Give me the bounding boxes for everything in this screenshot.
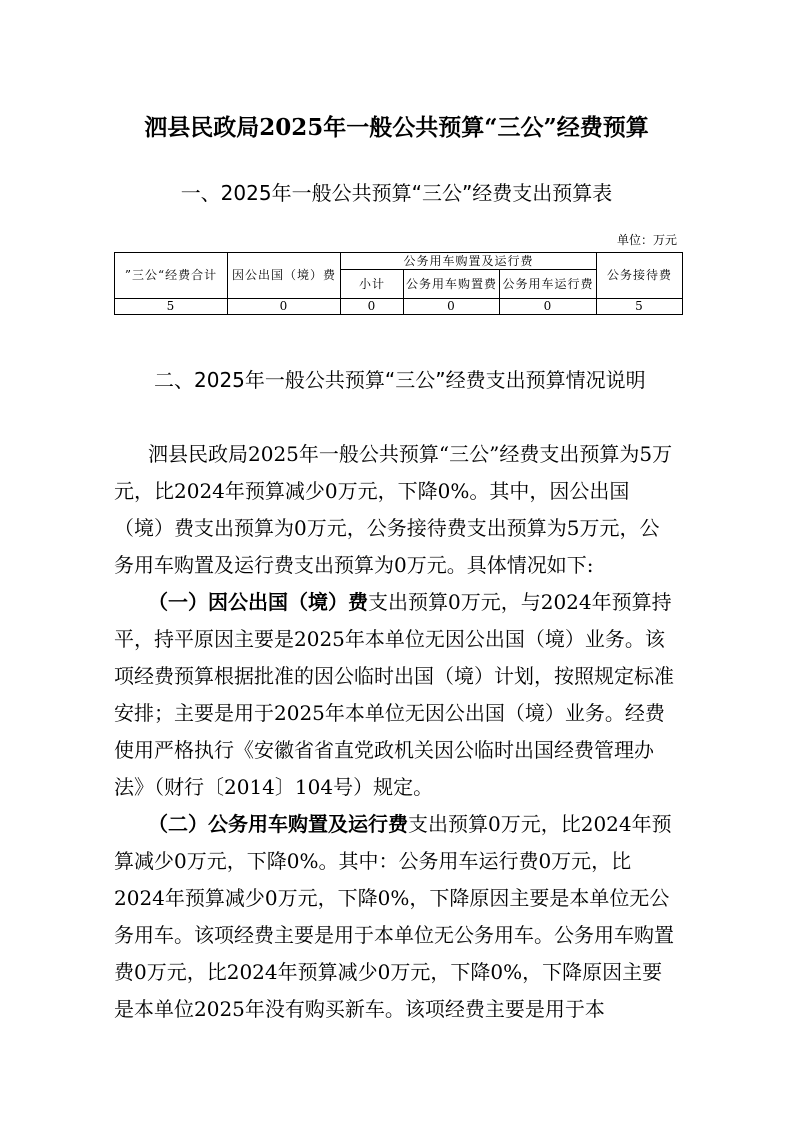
section2-heading: 二、2025年一般公共预算“三公”经费支出预算情况说明 xyxy=(154,368,646,392)
paragraph-vehicle-heading: （二）公务用车购置及运行费 xyxy=(148,812,408,836)
paragraph-abroad xyxy=(114,584,679,806)
cell-abroad: 0 xyxy=(228,299,341,315)
paragraph-vehicle xyxy=(114,806,679,1028)
header-vehicle-group: 公务用车购置及运行费 xyxy=(341,253,597,270)
header-operation: 公务用车运行费 xyxy=(500,270,597,299)
budget-table xyxy=(114,252,683,315)
cell-purchase: 0 xyxy=(404,299,500,315)
table-row xyxy=(115,299,683,315)
unit-label: 单位：万元 xyxy=(616,233,677,247)
paragraph-vehicle-text: 支出预算0万元，比2024年预算减少0万元，下降0%。其中：公务用车运行费0万元，比2024年预算减少0万元，下降0%，下降原因主要是本单位无公务用车。该项经费主要是用于本单位无公务用车。公务用车购置费0万元，比2024年预算减少0万元，下降0%，下降原因主要是本单位2025年没有购买新车。该项经费主要是用于本 xyxy=(114,812,674,1021)
paragraph-abroad-heading: （一）因公出国（境）费 xyxy=(148,590,368,614)
paragraph-abroad-text: 支出预算0万元，与2024年预算持平，持平原因主要是2025年本单位无因公出国（境）业务。该项经费预算根据批准的因公临时出国（境）计划，按照规定标准安排；主要是用于2025年本单位无因公出国（境）业务。经费使用严格执行《安徽省省直党政机关因公临时出国经费管理办法》（财行〔2014〕104号）规定。 xyxy=(114,590,674,799)
body-text xyxy=(114,436,679,1028)
cell-reception: 5 xyxy=(597,299,683,315)
cell-subtotal: 0 xyxy=(341,299,404,315)
cell-total: 5 xyxy=(115,299,228,315)
header-total: ”三公“经费合计 xyxy=(115,253,228,299)
header-abroad: 因公出国（境）费 xyxy=(228,253,341,299)
paragraph-summary: 泗县民政局2025年一般公共预算“三公”经费支出预算为5万元，比2024年预算减少0万元，下降0%。其中，因公出国（境）费支出预算为0万元，公务接待费支出预算为5万元，公务用车购置及运行费支出预算为0万元。具体情况如下: xyxy=(114,442,673,577)
header-reception: 公务接待费 xyxy=(597,253,683,299)
cell-operation: 0 xyxy=(500,299,597,315)
section1-heading: 一、2025年一般公共预算“三公”经费支出预算表 xyxy=(180,181,613,205)
header-purchase: 公务用车购置费 xyxy=(404,270,500,299)
header-subtotal: 小计 xyxy=(341,270,404,299)
document-title: 泗县民政局2025年一般公共预算“三公”经费预算 xyxy=(144,114,649,141)
